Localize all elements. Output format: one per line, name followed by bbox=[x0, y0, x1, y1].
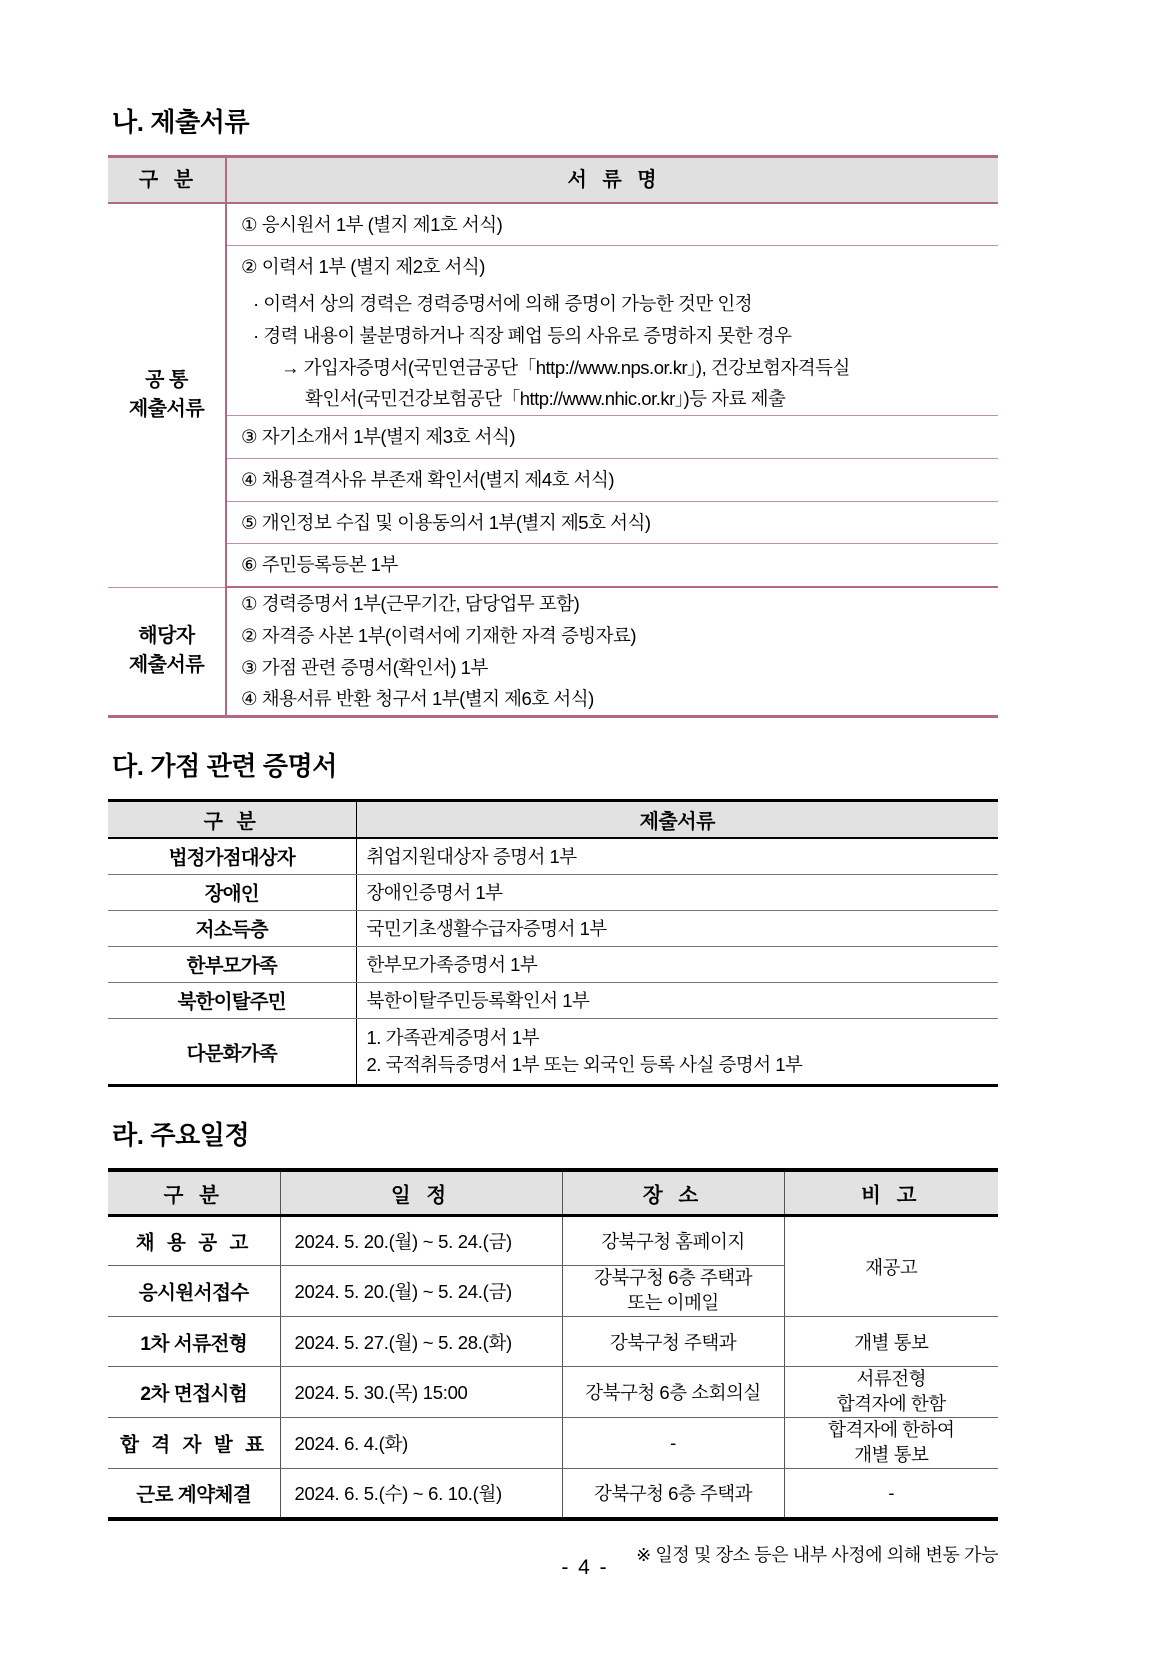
schedule-category: 1차 서류전형 bbox=[108, 1317, 280, 1367]
document-item: ① 응시원서 1부 (별지 제1호 서식) bbox=[226, 203, 998, 246]
schedule-category: 근로 계약체결 bbox=[108, 1469, 280, 1519]
table-row bbox=[108, 683, 998, 716]
table-row bbox=[108, 652, 998, 684]
column-header-remark: 비 고 bbox=[784, 1170, 998, 1216]
document-subitem: → 가입자증명서(국민연금공단「http://www.nps.or.kr」), 건강보험자격득실 bbox=[281, 356, 850, 378]
table-row bbox=[108, 587, 998, 620]
row-document: 국민기초생활수급자증명서 1부 bbox=[356, 910, 998, 946]
row-category-common bbox=[108, 203, 226, 588]
remark-line-2: 개별 통보 bbox=[854, 1444, 929, 1466]
table-row bbox=[108, 383, 998, 415]
row-document: 북한이탈주민등록확인서 1부 bbox=[356, 982, 998, 1018]
schedule-date: 2024. 6. 4.(화) bbox=[280, 1418, 562, 1469]
remark-line-1: 합격자에 한하여 bbox=[828, 1419, 955, 1441]
schedule-place bbox=[562, 1266, 784, 1317]
table-row bbox=[108, 203, 998, 246]
schedule-remark: - bbox=[888, 1481, 895, 1503]
schedule-place: 강북구청 6층 주택과 bbox=[562, 1469, 784, 1519]
schedule-date: 2024. 5. 30.(목) 15:00 bbox=[280, 1367, 562, 1418]
table-row bbox=[108, 874, 998, 910]
document-item: ⑥ 주민등록등본 1부 bbox=[226, 544, 998, 587]
table-header-row bbox=[108, 156, 998, 203]
place-line-1: 강북구청 6층 주택과 bbox=[593, 1267, 753, 1289]
document-item: ① 경력증명서 1부(근무기간, 담당업무 포함) bbox=[241, 593, 580, 615]
row-document: 장애인증명서 1부 bbox=[356, 874, 998, 910]
row-document: 한부모가족증명서 1부 bbox=[356, 946, 998, 982]
column-header-category: 구 분 bbox=[108, 1170, 280, 1216]
table-row bbox=[108, 982, 998, 1018]
table-row bbox=[108, 838, 998, 874]
document-item: ③ 자기소개서 1부(별지 제3호 서식) bbox=[226, 416, 998, 459]
bonus-point-certificates-table bbox=[108, 799, 998, 1088]
table-row bbox=[108, 1367, 998, 1418]
schedule-category: 2차 면접시험 bbox=[108, 1367, 280, 1418]
table-header-row bbox=[108, 800, 998, 838]
table-row bbox=[108, 288, 998, 320]
table-row bbox=[108, 246, 998, 288]
schedule-place: - bbox=[562, 1418, 784, 1469]
row-category: 한부모가족 bbox=[108, 946, 356, 982]
table-row bbox=[108, 1418, 998, 1469]
table-row bbox=[108, 544, 998, 587]
schedule-remark: 재공고 bbox=[784, 1216, 998, 1317]
column-header-required-document: 제출서류 bbox=[356, 800, 998, 838]
row-category: 북한이탈주민 bbox=[108, 982, 356, 1018]
row-category: 다문화가족 bbox=[108, 1018, 356, 1086]
row-category: 장애인 bbox=[108, 874, 356, 910]
section-heading-main-schedule: 라. 주요일정 bbox=[112, 1120, 250, 1151]
document-item: ② 이력서 1부 (별지 제2호 서식) bbox=[241, 256, 485, 278]
table-row bbox=[108, 620, 998, 652]
table-row bbox=[108, 1216, 998, 1266]
section-heading-submission-documents: 나. 제출서류 bbox=[112, 107, 250, 137]
table-row bbox=[108, 352, 998, 384]
schedule-place: 강북구청 주택과 bbox=[562, 1317, 784, 1367]
table-row bbox=[108, 458, 998, 501]
table-header-row bbox=[108, 1170, 998, 1216]
schedule-category: 합 격 자 발 표 bbox=[108, 1418, 280, 1469]
row-document: 1. 가족관계증명서 1부 bbox=[366, 1026, 539, 1048]
schedule-footnote: ※ 일정 및 장소 등은 내부 사정에 의해 변동 가능 bbox=[636, 1544, 998, 1565]
schedule-remark bbox=[784, 1367, 998, 1418]
row-category: 법정가점대상자 bbox=[108, 838, 356, 874]
document-subitem: 확인서(국민건강보험공단「http://www.nhic.or.kr」)등 자료 제출 bbox=[226, 383, 998, 415]
document-subitem: · 경력 내용이 불분명하거나 직장 폐업 등의 사유로 증명하지 못한 경우 bbox=[253, 324, 792, 346]
row-document-list bbox=[356, 1018, 998, 1086]
row-category-applicable bbox=[108, 587, 226, 717]
schedule-date: 2024. 5. 20.(월) ~ 5. 24.(금) bbox=[280, 1266, 562, 1317]
place-line-2: 또는 이메일 bbox=[627, 1292, 719, 1314]
category-line-2: 제출서류 bbox=[128, 654, 205, 677]
table-row bbox=[108, 1018, 998, 1086]
category-line-1: 해당자 bbox=[138, 625, 195, 648]
document-item: ③ 가점 관련 증명서(확인서) 1부 bbox=[241, 656, 488, 678]
document-item: ④ 채용서류 반환 청구서 1부(별지 제6호 서식) bbox=[241, 688, 594, 710]
document-item: ④ 채용결격사유 부존재 확인서(별지 제4호 서식) bbox=[226, 458, 998, 501]
table-row bbox=[108, 1469, 998, 1519]
schedule-category: 응시원서접수 bbox=[108, 1266, 280, 1317]
column-header-document-name: 서 류 명 bbox=[226, 156, 998, 203]
table-row bbox=[108, 946, 998, 982]
remark-line-2: 합격자에 한함 bbox=[836, 1393, 946, 1415]
row-document: 2. 국적취득증명서 1부 또는 외국인 등록 사실 증명서 1부 bbox=[366, 1053, 803, 1075]
category-line-1: 공 통 bbox=[145, 369, 188, 392]
document-subitem: · 이력서 상의 경력은 경력증명서에 의해 증명이 가능한 것만 인정 bbox=[253, 293, 753, 315]
document-item: ② 자격증 사본 1부(이력서에 기재한 자격 증빙자료) bbox=[241, 624, 637, 646]
column-header-category: 구 분 bbox=[108, 156, 226, 203]
row-document: 취업지원대상자 증명서 1부 bbox=[356, 838, 998, 874]
table-row bbox=[108, 320, 998, 352]
remark-line-1: 서류전형 bbox=[856, 1368, 926, 1390]
category-line-2: 제출서류 bbox=[128, 398, 205, 421]
schedule-date: 2024. 5. 27.(월) ~ 5. 28.(화) bbox=[280, 1317, 562, 1367]
document-item: ⑤ 개인정보 수집 및 이용동의서 1부(별지 제5호 서식) bbox=[226, 501, 998, 544]
column-header-place: 장 소 bbox=[562, 1170, 784, 1216]
schedule-remark: 개별 통보 bbox=[784, 1317, 998, 1367]
main-schedule-table bbox=[108, 1168, 998, 1521]
table-row bbox=[108, 1317, 998, 1367]
table-row bbox=[108, 501, 998, 544]
section-heading-bonus-point-certificates: 다. 가점 관련 증명서 bbox=[112, 751, 338, 782]
column-header-schedule: 일 정 bbox=[280, 1170, 562, 1216]
schedule-date: 2024. 5. 20.(월) ~ 5. 24.(금) bbox=[280, 1216, 562, 1266]
schedule-place: 강북구청 6층 소회의실 bbox=[562, 1367, 784, 1418]
row-category: 저소득층 bbox=[108, 910, 356, 946]
table-row bbox=[108, 910, 998, 946]
page-number: - 4 - bbox=[561, 1556, 609, 1579]
schedule-remark bbox=[784, 1418, 998, 1469]
schedule-category: 채 용 공 고 bbox=[108, 1216, 280, 1266]
column-header-category: 구 분 bbox=[108, 800, 356, 838]
table-row bbox=[108, 416, 998, 459]
submission-documents-table bbox=[108, 155, 998, 719]
schedule-date: 2024. 6. 5.(수) ~ 6. 10.(월) bbox=[280, 1469, 562, 1519]
schedule-place: 강북구청 홈페이지 bbox=[562, 1216, 784, 1266]
